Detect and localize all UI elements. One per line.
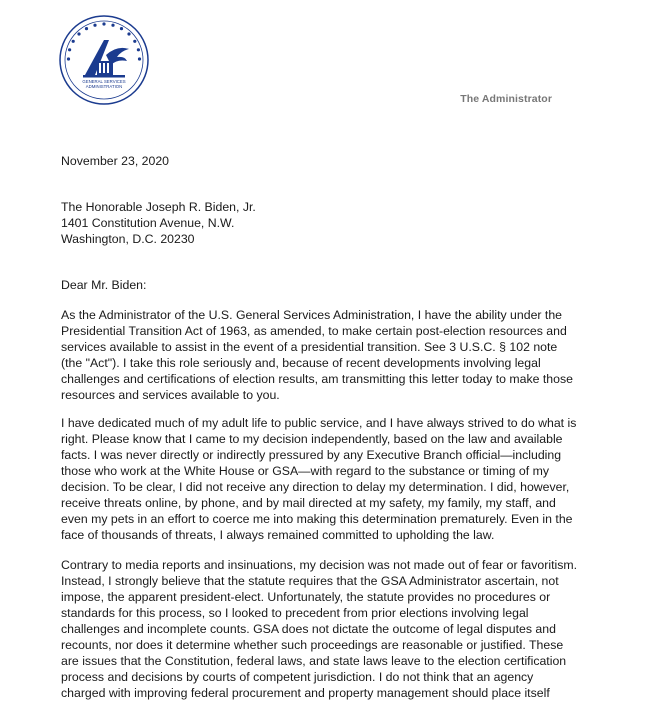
paragraph-line: right. Please know that I came to my decision independently, based on the law and available	[61, 432, 563, 446]
paragraph-line: recounts, nor does it determine whether such proceedings are reasonable or justified. These	[61, 638, 564, 652]
recipient-street: 1401 Constitution Avenue, N.W.	[61, 216, 235, 230]
paragraph-line: Contrary to media reports and insinuations, my decision was not made out of fear or favoritism.	[61, 558, 578, 572]
paragraph-line: impose, the apparent president-elect. Unfortunately, the statute provides no procedures or	[61, 590, 551, 604]
paragraph-line: As the Administrator of the U.S. General Services Administration, I have the ability under the	[61, 308, 563, 322]
paragraph-line: challenges and incomplete counts. GSA does not dictate the outcome of legal disputes and	[61, 622, 556, 636]
paragraph-1	[61, 307, 609, 403]
paragraph-line: face of thousands of threats, I always remained committed to upholding the law.	[61, 528, 495, 542]
recipient-name: The Honorable Joseph R. Biden, Jr.	[61, 200, 256, 214]
letter-date: November 23, 2020	[61, 154, 170, 168]
salutation: Dear Mr. Biden:	[61, 278, 147, 292]
paragraph-line: resources and services available to you.	[61, 388, 280, 402]
recipient-city: Washington, D.C. 20230	[61, 232, 195, 246]
paragraph-line: standards for this process, so I looked to precedent from prior elections involving legal	[61, 606, 529, 620]
paragraph-2	[61, 415, 609, 543]
paragraph-line: Presidential Transition Act of 1963, as amended, to make certain post-election resources and	[61, 324, 567, 338]
paragraph-line: Instead, I strongly believe that the statute requires that the GSA Administrator ascertain, not	[61, 574, 559, 588]
seal-text-line-2: ADMINISTRATION	[85, 84, 123, 89]
gsa-seal-emblem	[59, 15, 149, 105]
paragraph-line: process and decisions by courts of competent jurisdiction. I do not think that an agency	[61, 670, 534, 684]
paragraph-line: I have dedicated much of my adult life to public service, and I have always strived to do what is	[61, 416, 577, 430]
paragraph-line: decision. To be clear, I did not receive any direction to delay my determination. I did, however,	[61, 480, 570, 494]
paragraph-line: receive threats online, by phone, and by mail directed at my safety, my family, my staff, and	[61, 496, 556, 510]
paragraph-line: (the "Act"). I take this role seriously and, because of recent developments involving legal	[61, 356, 541, 370]
recipient-address	[61, 199, 609, 247]
paragraph-line: are issues that the Constitution, federal laws, and state laws leave to the election certification	[61, 654, 567, 668]
paragraph-line: challenges and certifications of election results, am transmitting this letter today to make those	[61, 372, 573, 386]
gsa-seal-logo	[59, 15, 149, 105]
paragraph-line: those who work at the White House or GSA—with regard to the substance or timing of my	[61, 464, 549, 478]
paragraph-line: services available to assist in the event of a presidential transition. See 3 U.S.C. § 102 note	[61, 340, 558, 354]
seal-text-line-1: GENERAL SERVICES	[82, 79, 126, 84]
paragraph-3	[61, 557, 609, 701]
paragraph-line: facts. I was never directly or indirectly pressured by any Executive Branch official—including	[61, 448, 562, 462]
paragraph-line: even my pets in an effort to coerce me into making this determination prematurely. Even in the	[61, 512, 573, 526]
office-title: The Administrator	[460, 93, 552, 105]
paragraph-line: charged with improving federal procurement and property management should place itself	[61, 686, 550, 700]
